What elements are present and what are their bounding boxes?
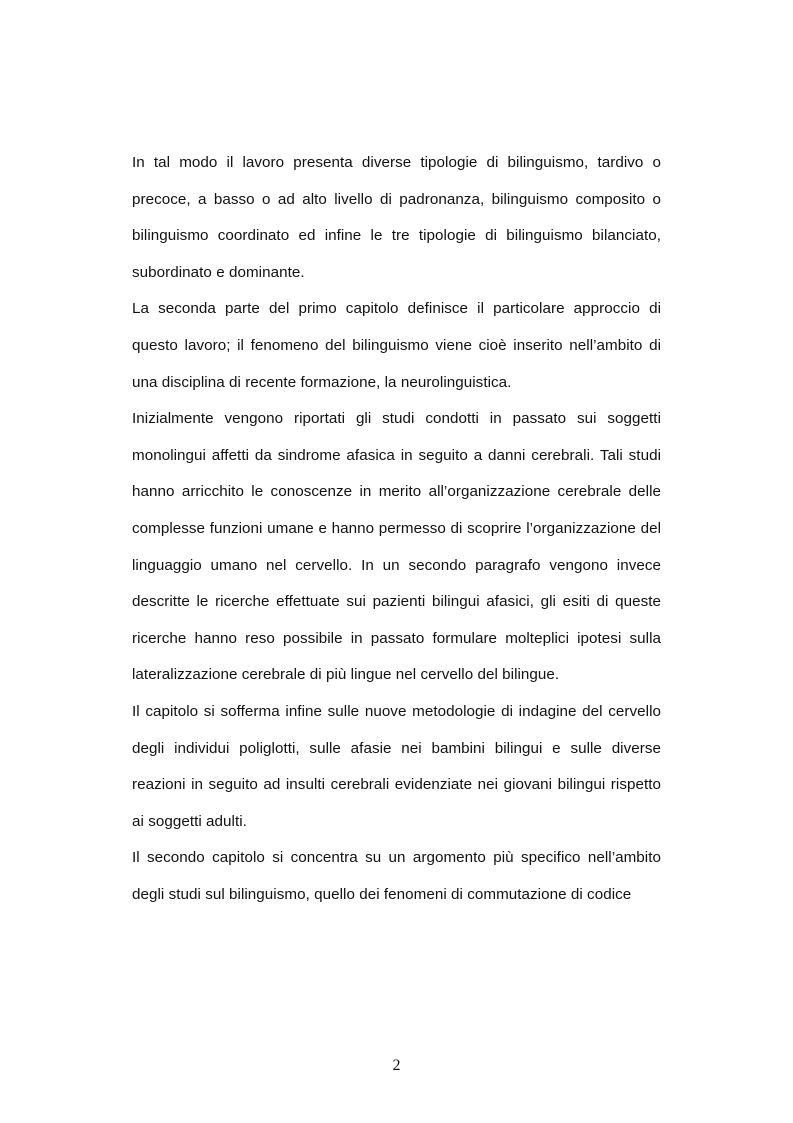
page-number: 2 [392, 1057, 401, 1074]
paragraph-aphasia-studies: Inizialmente vengono riportati gli studi condotti in passato sui soggetti monolingui affetti da sindrome afasica in seguito a danni cerebrali. Tali studi hanno arricchito le conoscenze in merito all’organizzazione cerebrale delle complesse funzioni umane e hanno permesso di scoprire l’organizzazione del linguaggio umano nel cervello. In un secondo paragrafo vengono invece descritte le ricerche effettuate sui pazienti bilingui afasici, gli esiti di queste ricerche hanno reso possibile in passato formulare molteplici ipotesi sulla lateralizzazione cerebrale di più lingue nel cervello del bilingue. [132, 410, 661, 684]
paragraph-new-methodologies: Il capitolo si sofferma infine sulle nuove metodologie di indagine del cervello degli individui poliglotti, sulle afasie nei bambini bilingui e sulle diverse reazioni in seguito ad insulti cerebrali evidenziate nei giovani bilingui rispetto ai soggetti adulti. [132, 702, 661, 830]
paragraph-bilingualism-types: In tal modo il lavoro presenta diverse tipologie di bilinguismo, tardivo o precoce, a basso o ad alto livello di padronanza, bilinguismo composito o bilinguismo coordinato ed infine le tre tipologie di bilinguismo bilanciato, subordinato e dominante. [132, 154, 661, 281]
paragraph-second-chapter: Il secondo capitolo si concentra su un argomento più specifico nell’ambito degli studi sul bilinguismo, quello dei fenomeni di commutazione di codice [132, 849, 661, 903]
body-text [132, 145, 661, 913]
paragraph-neurolinguistics-approach: La seconda parte del primo capitolo definisce il particolare approccio di questo lavoro; il fenomeno del bilinguismo viene cioè inserito nell’ambito di una disciplina di recente formazione, la neurolinguistica. [132, 300, 661, 391]
